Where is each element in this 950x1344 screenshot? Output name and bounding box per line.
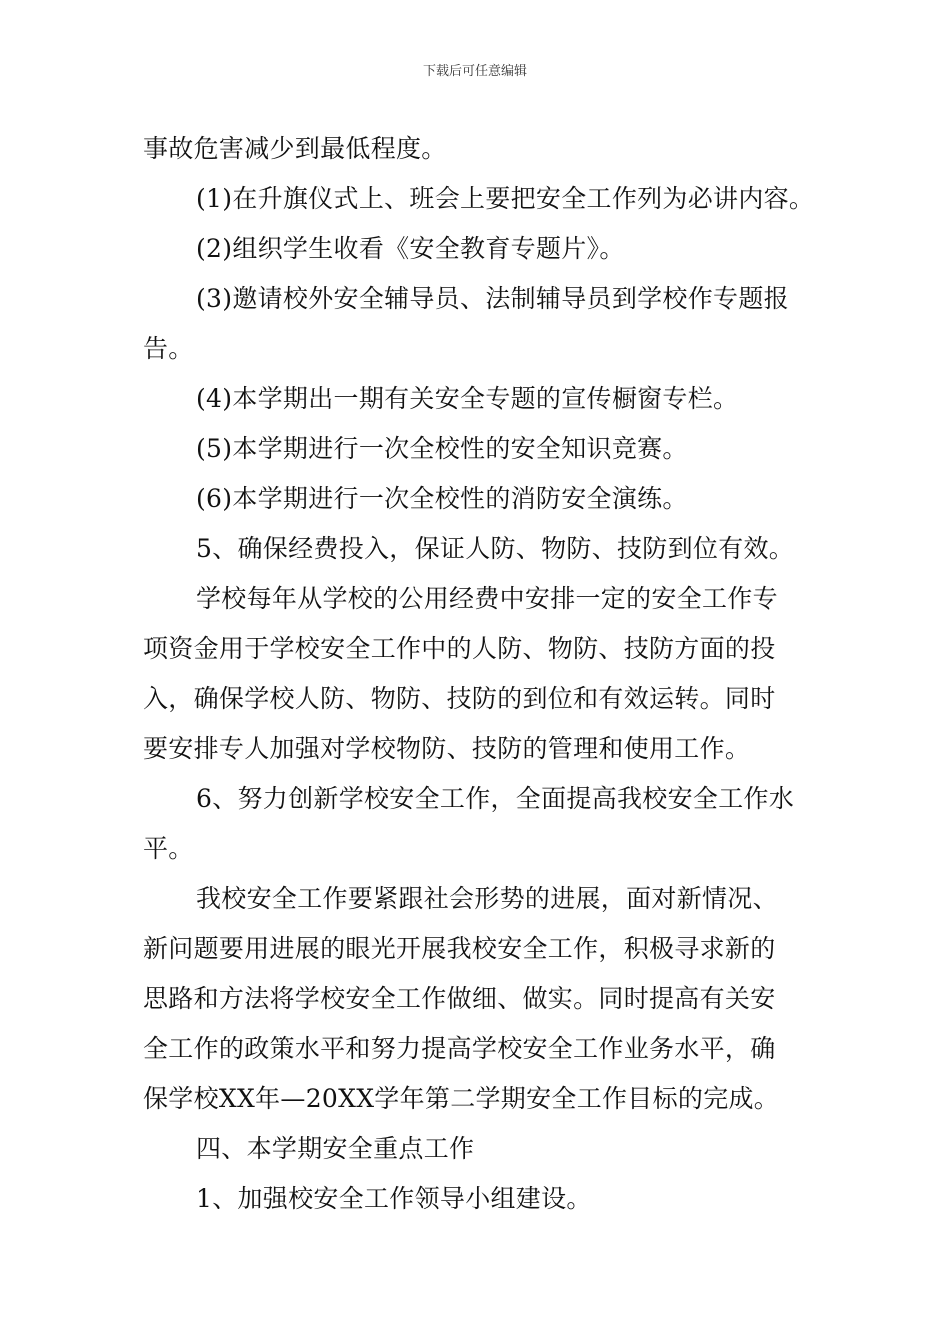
text-line: 我校安全工作要紧跟社会形势的进展，面对新情况、 xyxy=(196,884,778,913)
text-line: 保学校XX年—20XX学年第二学期安全工作目标的完成。 xyxy=(143,1084,780,1113)
text-line: (4)本学期出一期有关安全专题的宣传橱窗专栏。 xyxy=(196,384,739,413)
text-line: 事故危害减少到最低程度。 xyxy=(143,134,447,163)
text-line: 新问题要用进展的眼光开展我校安全工作，积极寻求新的 xyxy=(143,934,776,963)
text-line: (3)邀请校外安全辅导员、法制辅导员到学校作专题报 xyxy=(196,284,789,313)
page-header-note: 下载后可任意编辑 xyxy=(422,64,527,79)
text-line: (5)本学期进行一次全校性的安全知识竞赛。 xyxy=(196,434,688,463)
text-line: 6、努力创新学校安全工作，全面提高我校安全工作水 xyxy=(196,784,795,813)
text-line: (6)本学期进行一次全校性的消防安全演练。 xyxy=(196,484,688,513)
text-line: (2)组织学生收看《安全教育专题片》。 xyxy=(196,234,625,263)
text-line: 要安排专人加强对学校物防、技防的管理和使用工作。 xyxy=(143,734,751,763)
text-line: 项资金用于学校安全工作中的人防、物防、技防方面的投 xyxy=(143,634,776,663)
text-line: 思路和方法将学校安全工作做细、做实。同时提高有关安 xyxy=(143,984,776,1013)
section-heading: 四、本学期安全重点工作 xyxy=(196,1134,475,1163)
text-line: 告。 xyxy=(143,334,194,363)
text-line: (1)在升旗仪式上、班会上要把安全工作列为必讲内容。 xyxy=(196,184,815,213)
text-line: 入，确保学校人防、物防、技防的到位和有效运转。同时 xyxy=(143,684,776,713)
text-line: 5、确保经费投入，保证人防、物防、技防到位有效。 xyxy=(196,534,795,563)
document-body xyxy=(143,124,813,1224)
text-line: 平。 xyxy=(143,834,194,863)
text-line: 全工作的政策水平和努力提高学校安全工作业务水平，确 xyxy=(143,1034,776,1063)
text-line: 学校每年从学校的公用经费中安排一定的安全工作专 xyxy=(196,584,778,613)
text-line: 1、加强校安全工作领导小组建设。 xyxy=(196,1184,592,1213)
